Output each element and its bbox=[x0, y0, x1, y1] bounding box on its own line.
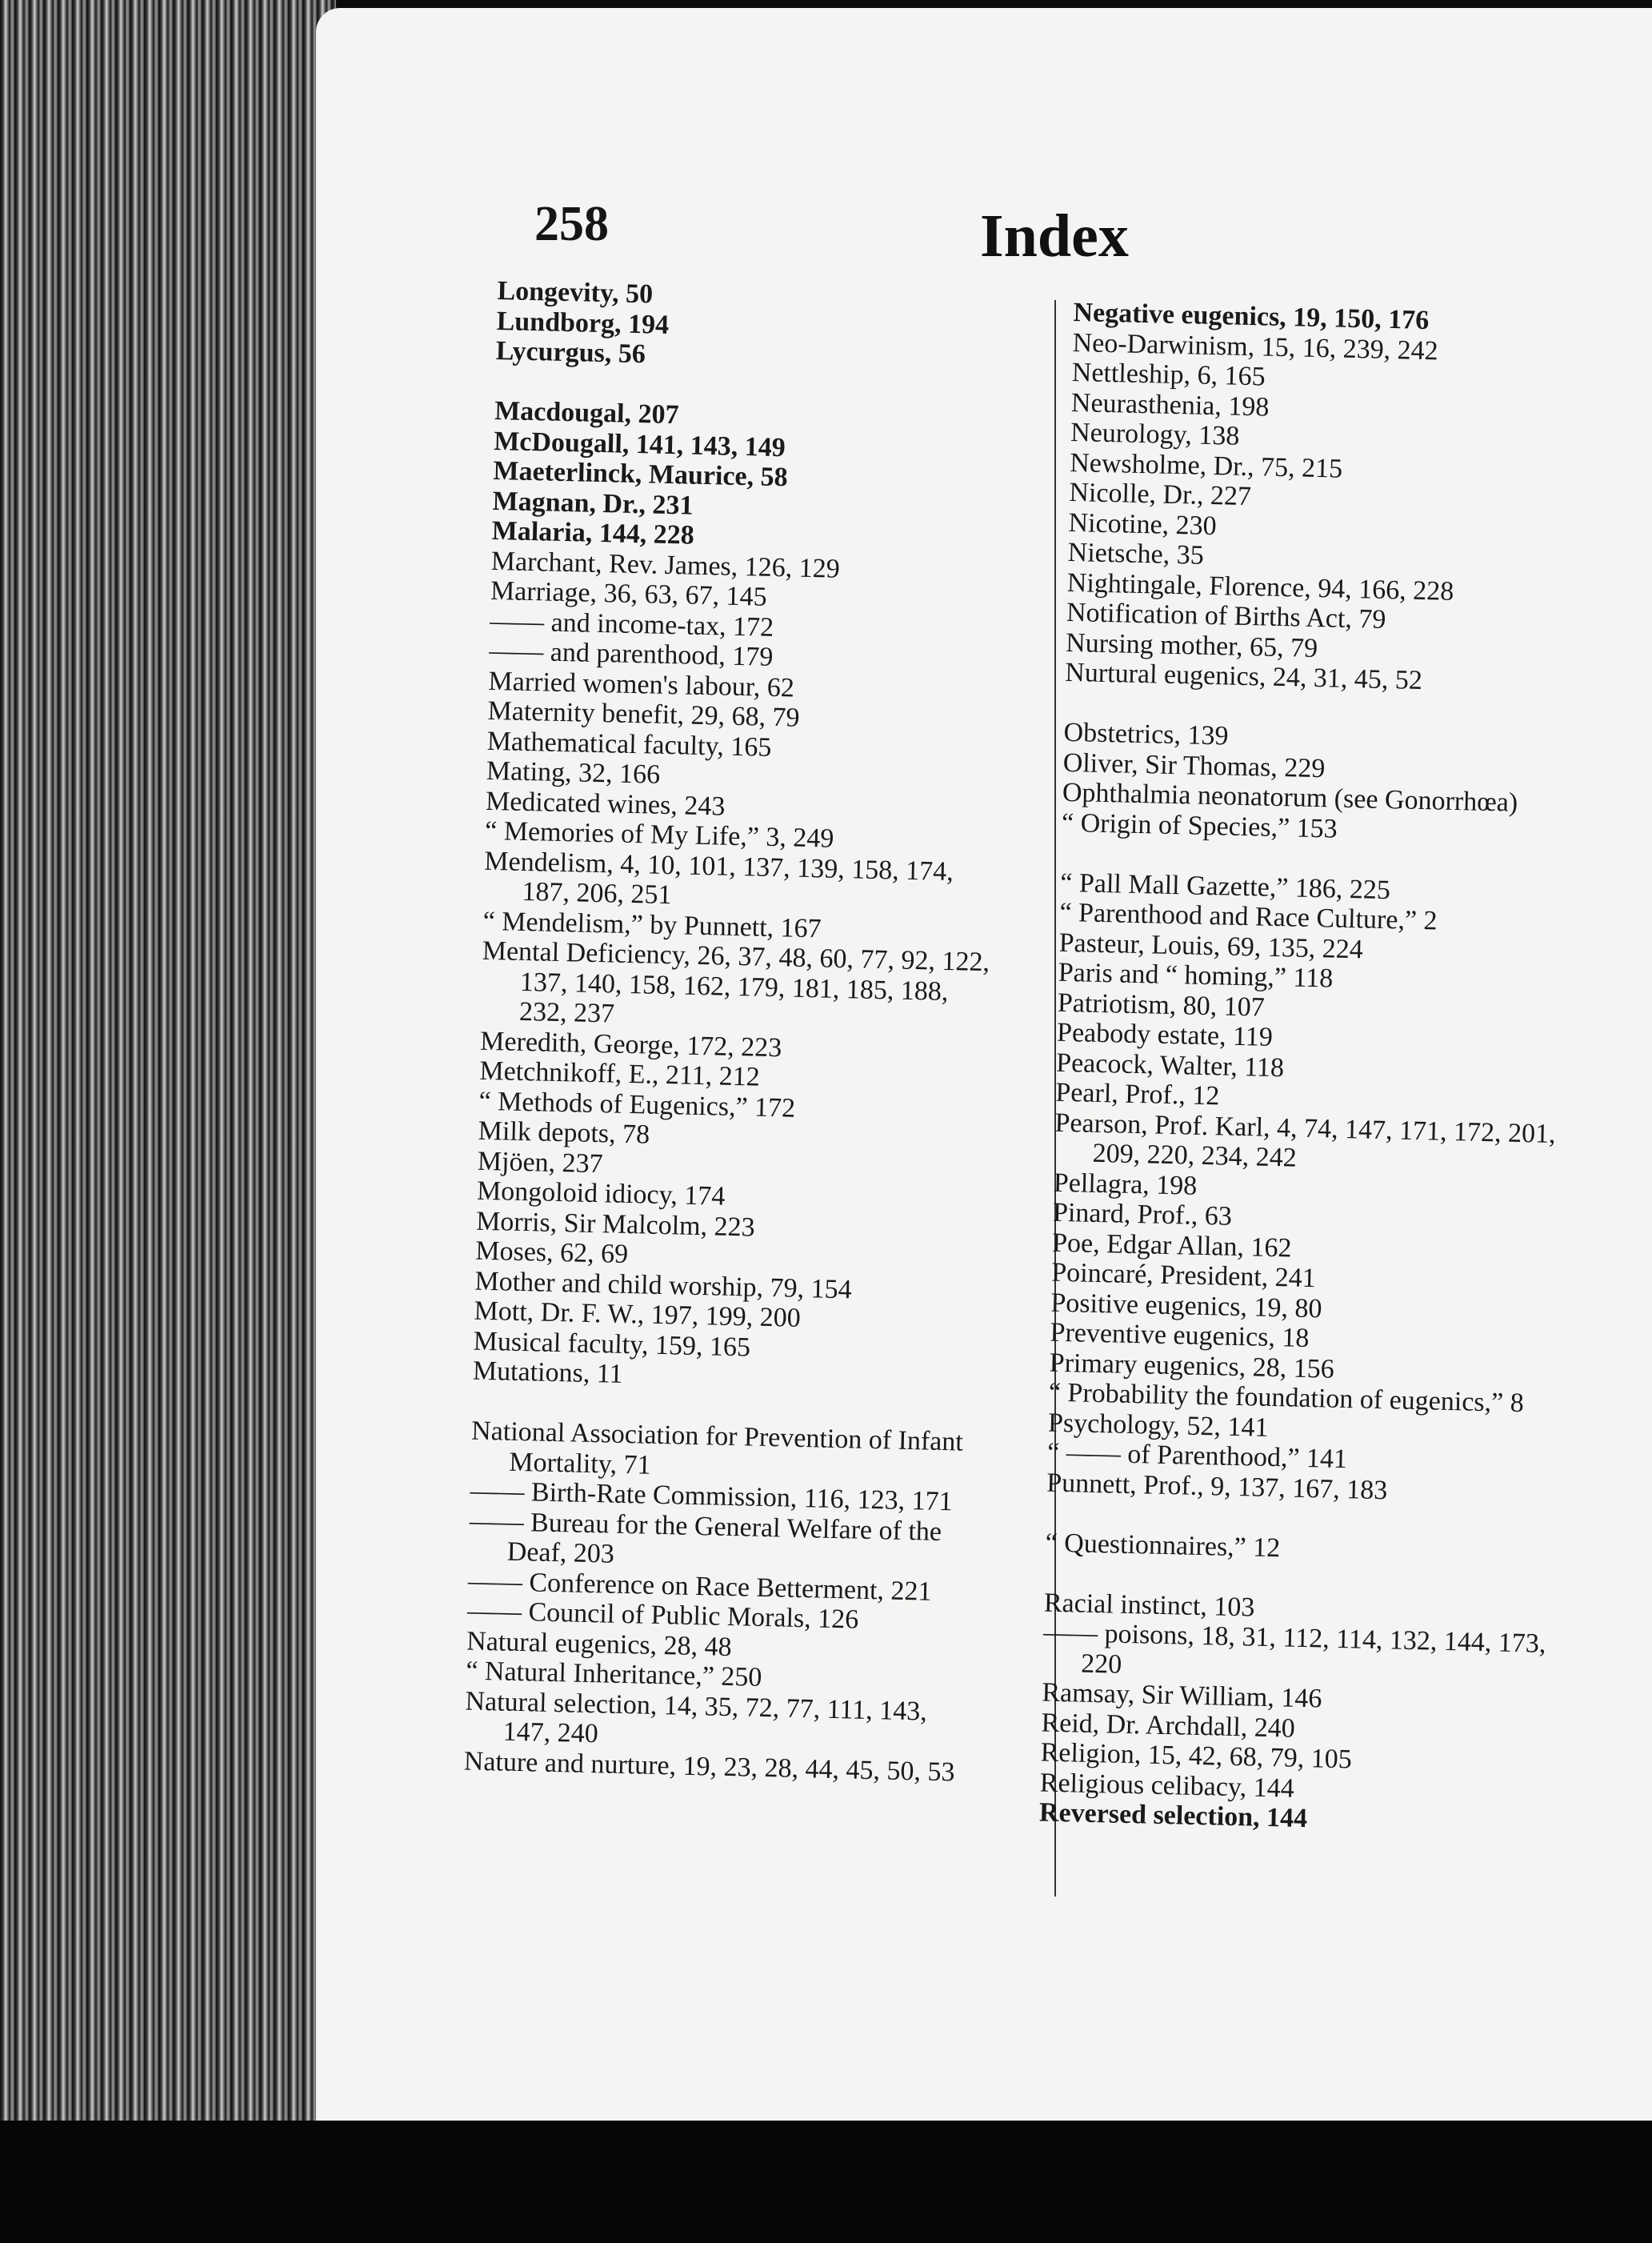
index-entry: Reversed selection, 144 bbox=[1038, 1797, 1308, 1834]
index-entry: Reid, Dr. Archdall, 240 bbox=[1041, 1708, 1296, 1744]
index-entry: —— Birth-Rate Commission, 116, 123, 171 bbox=[470, 1476, 954, 1517]
index-entry: Maeterlinck, Maurice, 58 bbox=[493, 455, 789, 493]
index-entry: “ —— of Parenthood,” 141 bbox=[1046, 1437, 1348, 1475]
index-entry: Neo-Darwinism, 15, 16, 239, 242 bbox=[1072, 327, 1439, 366]
index-entry: Obstetrics, 139 bbox=[1063, 717, 1229, 751]
index-entry: Newsholme, Dr., 75, 215 bbox=[1069, 447, 1343, 484]
index-entry: Ramsay, Sir William, 146 bbox=[1042, 1677, 1322, 1714]
index-entry: Mjöen, 237 bbox=[477, 1146, 604, 1179]
index-entry: Patriotism, 80, 107 bbox=[1057, 987, 1266, 1023]
index-entry: Marriage, 36, 63, 67, 145 bbox=[490, 575, 768, 612]
index-entry: Marchant, Rev. James, 126, 129 bbox=[490, 546, 841, 584]
index-entry: —— Council of Public Morals, 126 bbox=[466, 1596, 859, 1635]
index-entry: “ Pall Mall Gazette,” 186, 225 bbox=[1059, 867, 1391, 905]
index-entry: Married women's labour, 62 bbox=[488, 666, 795, 703]
index-entry: —— Conference on Race Betterment, 221 bbox=[467, 1566, 932, 1607]
index-entry: Religious celibacy, 144 bbox=[1039, 1768, 1295, 1804]
index-entry: Milk depots, 78 bbox=[478, 1115, 650, 1150]
index-entry: Racial instinct, 103 bbox=[1043, 1588, 1255, 1623]
index-entry: Negative eugenics, 19, 150, 176 bbox=[1073, 298, 1430, 336]
index-entry: “ Questionnaires,” 12 bbox=[1045, 1528, 1281, 1563]
index-entry: Punnett, Prof., 9, 137, 167, 183 bbox=[1046, 1468, 1388, 1505]
index-entry: Medicated wines, 243 bbox=[485, 786, 726, 822]
index-entry: “ Memories of My Life,” 3, 249 bbox=[484, 815, 834, 854]
index-entry: Natural selection, 14, 35, 72, 77, 111, 143, 147, 240 bbox=[465, 1686, 934, 1749]
index-entry: Mathematical faculty, 165 bbox=[486, 726, 772, 763]
index-entry: Maternity benefit, 29, 68, 79 bbox=[487, 695, 800, 733]
index-entry: Psychology, 52, 141 bbox=[1047, 1408, 1269, 1443]
index-entry: Nightingale, Florence, 94, 166, 228 bbox=[1066, 567, 1454, 607]
index-entry: Poe, Edgar Allan, 162 bbox=[1051, 1228, 1292, 1263]
index-entry: Nicotine, 230 bbox=[1068, 507, 1218, 541]
index-entry: Lundborg, 194 bbox=[496, 306, 670, 340]
index-entry: McDougall, 141, 143, 149 bbox=[493, 426, 786, 463]
index-entry: Malaria, 144, 228 bbox=[491, 515, 695, 551]
index-entry: Nicolle, Dr., 227 bbox=[1069, 477, 1252, 512]
page-title: Index bbox=[980, 202, 1129, 270]
scan-background bbox=[0, 2121, 1652, 2243]
index-entry: Mendelism, 4, 10, 101, 137, 139, 158, 174, 187, 206, 251 bbox=[483, 846, 961, 911]
index-entry: Nature and nurture, 19, 23, 28, 44, 45, 50, 53 bbox=[463, 1746, 955, 1787]
index-entry: Primary eugenics, 28, 156 bbox=[1049, 1348, 1335, 1384]
index-entry: —— and income-tax, 172 bbox=[489, 606, 774, 643]
page-number: 258 bbox=[534, 197, 609, 251]
index-entry: Magnan, Dr., 231 bbox=[492, 486, 694, 521]
index-entry: Neurasthenia, 198 bbox=[1070, 387, 1270, 423]
index-entry: Moses, 62, 69 bbox=[474, 1236, 629, 1270]
index-entry: Pearl, Prof., 12 bbox=[1055, 1077, 1220, 1111]
index-entry: “ Probability the foundation of eugenics,” 8 bbox=[1048, 1377, 1525, 1419]
index-entry: “ Origin of Species,” 153 bbox=[1061, 807, 1338, 844]
index-entry: Nietsche, 35 bbox=[1067, 537, 1205, 571]
index-entry: —— and parenthood, 179 bbox=[488, 635, 774, 672]
index-entry: “ Parenthood and Race Culture,” 2 bbox=[1059, 897, 1438, 936]
index-entry: “ Natural Inheritance,” 250 bbox=[466, 1656, 762, 1692]
index-entry: Natural eugenics, 28, 48 bbox=[466, 1626, 733, 1662]
index-entry: Musical faculty, 159, 165 bbox=[473, 1326, 751, 1363]
index-entry: Notification of Births Act, 79 bbox=[1066, 597, 1386, 635]
index-entry: Paris and “ homing,” 118 bbox=[1058, 957, 1334, 994]
index-entry: Longevity, 50 bbox=[497, 276, 654, 310]
index-entry: Pasteur, Louis, 69, 135, 224 bbox=[1058, 927, 1364, 964]
index-column-left bbox=[463, 276, 1009, 1788]
index-entry: Peacock, Walter, 118 bbox=[1055, 1047, 1285, 1083]
index-entry: Lycurgus, 56 bbox=[495, 335, 646, 370]
index-entry: Nurtural eugenics, 24, 31, 45, 52 bbox=[1064, 657, 1423, 696]
index-entry: Mother and child worship, 79, 154 bbox=[474, 1266, 853, 1304]
index-entry: Morris, Sir Malcolm, 223 bbox=[475, 1206, 756, 1243]
index-entry: Mating, 32, 166 bbox=[486, 755, 661, 790]
index-entry: —— Bureau for the General Welfare of the Deaf, 203 bbox=[469, 1506, 949, 1569]
index-column-right bbox=[1039, 298, 1586, 1840]
book-page-edges bbox=[0, 0, 336, 2243]
index-entry: Mott, Dr. F. W., 197, 199, 200 bbox=[474, 1296, 802, 1333]
index-entry: Pinard, Prof., 63 bbox=[1052, 1197, 1233, 1232]
index-entry: Meredith, George, 172, 223 bbox=[479, 1026, 782, 1063]
index-entry: “ Methods of Eugenics,” 172 bbox=[478, 1086, 796, 1124]
index-entry: Macdougal, 207 bbox=[494, 395, 679, 431]
index-entry: Oliver, Sir Thomas, 229 bbox=[1062, 747, 1326, 783]
index-entry: Mongoloid idiocy, 174 bbox=[476, 1176, 726, 1212]
index-entry: Pellagra, 198 bbox=[1053, 1168, 1198, 1201]
index-entry: Mutations, 11 bbox=[472, 1356, 623, 1389]
index-entry: Neurology, 138 bbox=[1070, 417, 1240, 451]
index-entry: Ophthalmia neonatorum (see Gonorrhœa) bbox=[1062, 777, 1518, 818]
index-entry: —— poisons, 18, 31, 112, 114, 132, 144, 173, 220 bbox=[1042, 1617, 1554, 1680]
index-entry: Pearson, Prof. Karl, 4, 74, 147, 171, 172, 201, 209, 220, 234, 242 bbox=[1054, 1107, 1563, 1173]
index-entry: Religion, 15, 42, 68, 79, 105 bbox=[1040, 1737, 1353, 1775]
index-entry: Nettleship, 6, 165 bbox=[1071, 357, 1266, 392]
index-entry: “ Mendelism,” by Punnett, 167 bbox=[482, 906, 822, 943]
index-entry: Metchnikoff, E., 211, 212 bbox=[479, 1055, 761, 1092]
index-entry: National Association for Prevention of Infant Mortality, 71 bbox=[470, 1416, 970, 1480]
index-entry: Positive eugenics, 19, 80 bbox=[1050, 1288, 1322, 1324]
index-entry: Peabody estate, 119 bbox=[1056, 1017, 1274, 1052]
index-entry: Preventive eugenics, 18 bbox=[1050, 1317, 1310, 1354]
index-entry: Nursing mother, 65, 79 bbox=[1065, 627, 1318, 663]
index-entry: Poincaré, President, 241 bbox=[1050, 1257, 1317, 1294]
index-entry: Mental Deficiency, 26, 37, 48, 60, 77, 92, 122, 137, 140, 158, 162, 179, 181, 185, 188, 232, 237 bbox=[482, 935, 997, 1029]
